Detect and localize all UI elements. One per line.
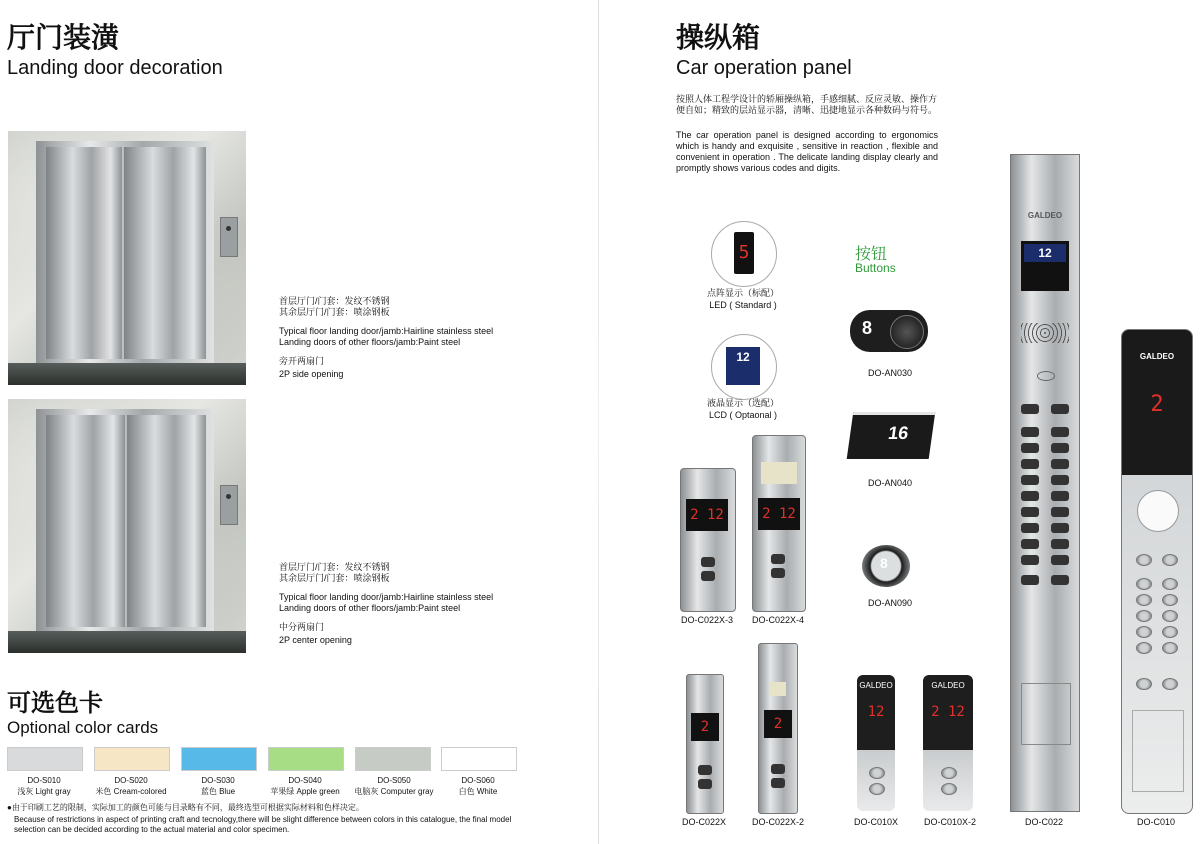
panel-display: 2 12 (758, 498, 800, 530)
call-down-button (771, 778, 785, 788)
model-do-c010x: DO-C010X (853, 817, 898, 827)
color-note-cn: ●由于印刷工艺的限制，实际加工的颜色可能与目录略有不同，最终选型可根据实际材料和色样决定。 (7, 803, 364, 812)
button-label: 16 (886, 423, 910, 443)
floor-button (1136, 594, 1152, 606)
call-down-button (701, 571, 715, 581)
swatch-label: DO-S060 白色 White (458, 776, 498, 796)
panel-do-c022x-4 (752, 435, 806, 612)
call-up-button (771, 554, 785, 564)
door-leaf (46, 415, 125, 627)
floor-button (1051, 491, 1069, 501)
door1-spec-en2: Landing doors of other floors/jamb:Paint steel (279, 337, 461, 347)
door-leaf (124, 147, 206, 359)
swatch-label: DO-S040 苹果绿 Apple green (270, 776, 340, 796)
hall-call-box (220, 217, 238, 257)
model-do-an030: DO-AN030 (867, 368, 912, 378)
door2-spec-en1: Typical floor landing door/jamb:Hairline stainless steel (279, 592, 494, 602)
speaker-grille (1021, 323, 1069, 343)
door2-type-cn: 中分两扇门 (279, 622, 325, 632)
swatch-label: DO-S010 浅灰 Light gray (17, 776, 71, 796)
door-close-button (1162, 678, 1178, 690)
call-up-button (698, 765, 712, 775)
brand-logo: GALDEO (859, 681, 893, 690)
panel-display: 2 (764, 710, 792, 738)
floor-button (1021, 523, 1039, 533)
floor (8, 631, 246, 653)
buttons-title-cn: 按钮 (855, 244, 888, 263)
door2-spec-line2: 其余层厅门/门套：喷涂钢板 (279, 573, 390, 583)
swatch-label: DO-S030 蓝色 Blue (200, 776, 236, 796)
call-button (941, 783, 957, 795)
model-do-c022x-3: DO-C022X-3 (680, 615, 734, 625)
card-reader-icon (1137, 490, 1179, 532)
panel-display: 2 12 (931, 704, 965, 720)
floor-button (1021, 443, 1039, 453)
panel-do-c022x (686, 674, 724, 814)
door2-spec-line1: 首层厅门/门套：发纹不锈钢 (279, 562, 390, 572)
service-cabinet (1021, 683, 1071, 745)
button-sample-an030 (850, 310, 928, 352)
swatch-apple-green (268, 747, 344, 771)
swatch-label: DO-S050 电脑灰 Computer gray (354, 776, 434, 796)
swatch-computer-gray (355, 747, 431, 771)
floor-button (1162, 642, 1178, 654)
button-label: 8 (862, 318, 873, 338)
floor-button (1051, 523, 1069, 533)
call-down-button (698, 779, 712, 789)
floor-button (1021, 427, 1039, 437)
panel-do-c022 (1010, 154, 1080, 812)
phone-button (1051, 404, 1069, 414)
door1-type-en: 2P side opening (279, 369, 344, 379)
floor-button (1136, 554, 1152, 566)
left-title-en: Landing door decoration (7, 57, 223, 79)
right-title-en: Car operation panel (676, 57, 852, 79)
lcd-label-cn: 液晶显示（选配） (706, 398, 779, 408)
lcd-digit: 12 (726, 347, 760, 385)
buttons-title-en: Buttons (855, 261, 896, 275)
floor-button (1051, 459, 1069, 469)
button-label: 8 (880, 555, 888, 571)
floor-button (1051, 507, 1069, 517)
floor-button (1051, 443, 1069, 453)
lcd-floor: 12 (1024, 244, 1066, 262)
floor-button (1051, 427, 1069, 437)
call-button (941, 767, 957, 779)
call-down-button (771, 568, 785, 578)
floor-button (1162, 594, 1178, 606)
door2-spec-en2: Landing doors of other floors/jamb:Paint steel (279, 603, 461, 613)
floor-button (1136, 642, 1152, 654)
colors-title-en: Optional color cards (7, 718, 159, 737)
floor-button (1162, 554, 1178, 566)
door-open-button (1021, 575, 1039, 585)
floor-button (1136, 626, 1152, 638)
hall-call-box (220, 485, 238, 525)
panel-do-c022x-3 (680, 468, 736, 612)
button-sample-an090 (862, 545, 910, 587)
floor-button (1051, 555, 1069, 565)
floor-button (1021, 507, 1039, 517)
brand-logo: GALDEO (1027, 211, 1063, 220)
swatch-cream (94, 747, 170, 771)
swatch-light-gray (7, 747, 83, 771)
camera-icon (1037, 371, 1055, 381)
indicator-lamps (761, 462, 797, 484)
door-open-button (1136, 678, 1152, 690)
door1-spec-line1: 首层厅门/门套：发纹不锈钢 (279, 296, 390, 306)
button-sample-an040 (847, 412, 936, 459)
page-gutter (598, 0, 599, 844)
floor-button (1162, 578, 1178, 590)
led-label-cn: 点阵显示（标配） (706, 288, 779, 298)
model-do-c022x: DO-C022X (681, 817, 726, 827)
alarm-button (1021, 404, 1039, 414)
door2-type-en: 2P center opening (279, 635, 352, 645)
floor-button (1021, 459, 1039, 469)
floor-button (1021, 539, 1039, 549)
floor-button (1051, 539, 1069, 549)
door1-spec-en1: Typical floor landing door/jamb:Hairline stainless steel (279, 326, 494, 336)
door-leaf (46, 147, 122, 359)
model-do-c022x-4: DO-C022X-4 (751, 615, 805, 625)
floor (8, 363, 246, 385)
left-title-cn: 厅门装潢 (7, 21, 120, 54)
panel-do-c010x (857, 675, 895, 811)
model-do-c010x-2: DO-C010X-2 (923, 817, 977, 827)
color-note-en: Because of restrictions in aspect of printing craft and tecnology,there will be slight difference between colors in this catalogue, the final model selection can be decided according to the actual material and color specimen. (14, 815, 512, 834)
lcd-panel (1021, 241, 1069, 291)
panel-display: 2 12 (686, 499, 728, 531)
door-photo-side-opening (8, 131, 246, 385)
call-button (869, 783, 885, 795)
led-digit: 5 (734, 232, 754, 274)
model-do-c022x-2: DO-C022X-2 (751, 817, 805, 827)
right-desc-cn: 按照人体工程学设计的轿厢操纵箱，手感细腻、反应灵敏、操作方便自如；精致的层站显示器，清晰、迅捷地显示各种数码与符号。 (676, 94, 938, 115)
door-close-button (1051, 575, 1069, 585)
swatch-white (441, 747, 517, 771)
panel-display: 2 (691, 713, 719, 741)
model-do-c022: DO-C022 (1024, 817, 1063, 827)
panel-do-c010x-2 (923, 675, 973, 811)
colors-title-cn: 可选色卡 (7, 689, 103, 717)
door-leaf (127, 415, 206, 627)
service-cabinet (1132, 710, 1184, 792)
right-title-cn: 操纵箱 (676, 21, 761, 54)
floor-button (1136, 610, 1152, 622)
button-face (890, 315, 924, 349)
lcd-label-en: LCD ( Optaonal ) (708, 410, 778, 420)
panel-display: 2 (1150, 392, 1164, 417)
indicator-lamp (770, 682, 786, 696)
floor-button (1021, 475, 1039, 485)
brand-logo: GALDEO (1139, 352, 1175, 361)
panel-do-c022x-2 (758, 643, 798, 814)
led-display-sample (711, 221, 777, 287)
door1-spec-line2: 其余层厅门/门套：喷涂钢板 (279, 307, 390, 317)
model-do-an040: DO-AN040 (867, 478, 912, 488)
led-label-en: LED ( Standard ) (709, 300, 777, 310)
floor-button (1136, 578, 1152, 590)
lcd-display-sample (711, 334, 777, 400)
floor-button (1162, 626, 1178, 638)
door1-type-cn: 旁开两扇门 (279, 356, 325, 366)
model-do-c010: DO-C010 (1136, 817, 1175, 827)
call-up-button (701, 557, 715, 567)
floor-button (1051, 475, 1069, 485)
floor-button (1021, 491, 1039, 501)
model-do-an090: DO-AN090 (867, 598, 912, 608)
swatch-label: DO-S020 米色 Cream-colored (95, 776, 167, 796)
floor-button (1162, 610, 1178, 622)
call-button (869, 767, 885, 779)
door-photo-center-opening (8, 399, 246, 653)
floor-button (1021, 555, 1039, 565)
panel-do-c010 (1121, 329, 1193, 814)
call-up-button (771, 764, 785, 774)
swatch-blue (181, 747, 257, 771)
right-desc-en: The car operation panel is designed according to ergonomics which is handy and exquisite , sensitive in reaction , flexible and convenient in operation . The delicate landing display clearly and promptly shows various codes and digits. (676, 130, 938, 173)
panel-display: 12 (867, 704, 885, 720)
brand-logo: GALDEO (931, 681, 965, 690)
